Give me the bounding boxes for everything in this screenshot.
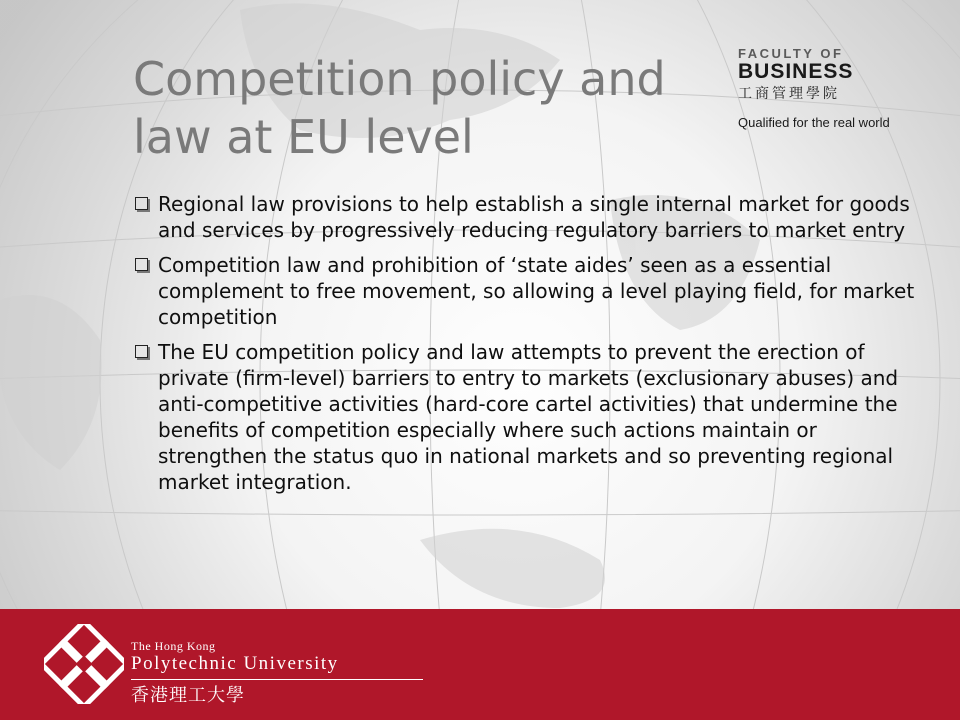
bullet-text: Competition law and prohibition of ‘state aides’ seen as a essential complement to free movement, so allowing a level playing field, for market competition — [158, 253, 915, 329]
checkbox-bullet-icon — [135, 197, 148, 210]
bullet-text: Regional law provisions to help establish a single internal market for goods and services by progressively reducing regulatory barriers to market entry — [158, 192, 910, 242]
faculty-logo-chinese: 工商管理學院 — [738, 86, 840, 102]
polyu-knot-icon — [44, 624, 124, 704]
slide-title: Competition policy and law at EU level — [133, 52, 666, 164]
faculty-logo-tagline: Qualified for the real world — [738, 115, 890, 130]
polyu-line2: Polytechnic University — [131, 653, 339, 674]
bullet-list — [135, 191, 925, 504]
checkbox-bullet-icon — [135, 258, 148, 271]
bullet-item — [135, 339, 925, 495]
bullet-text: The EU competition policy and law attempts to prevent the erection of private (firm-level) barriers to entry to markets (exclusionary abuses) and anti-competitive activities (hard-core cartel activities) that undermine the benefits of competition especially where such actions maintain or strengthen the status quo in national markets and so preventing regional market integration. — [158, 340, 899, 494]
polyu-wordmark — [131, 639, 423, 707]
footer-banner — [0, 609, 960, 720]
bullet-item — [135, 252, 925, 330]
faculty-logo-line1: FACULTY OF — [738, 46, 844, 61]
polyu-line1: The Hong Kong — [131, 639, 216, 653]
checkbox-bullet-icon — [135, 345, 148, 358]
polyu-chinese-name: 香港理工大學 — [131, 685, 245, 706]
bullet-item — [135, 191, 925, 243]
faculty-logo-line2: BUSINESS — [738, 60, 854, 83]
polyu-divider — [131, 679, 423, 680]
faculty-of-business-logo — [738, 46, 938, 136]
